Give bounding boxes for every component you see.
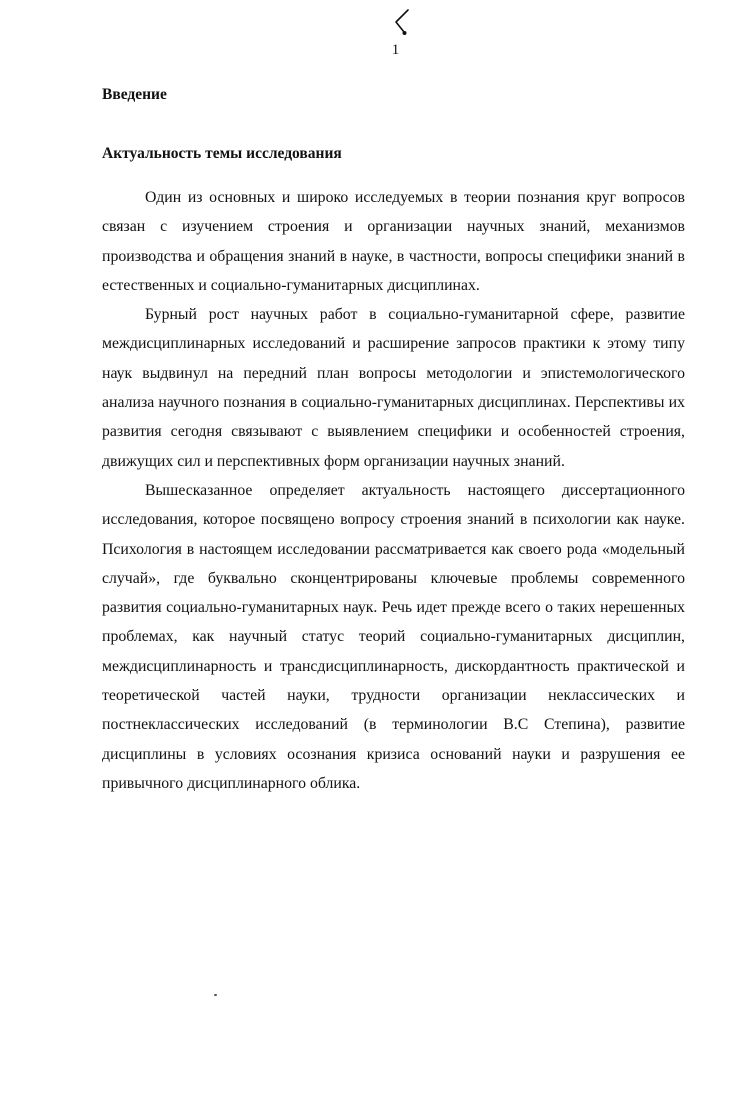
- paragraph-3: Вышесказанное определяет актуальность настоящего диссертационного исследования, которое посвящено вопросу строения знаний в психологии как науке. Психология в настоящем исследовании рассматривается как своего рода «модельный случай», где буквально сконцентрированы ключевые проблемы современного развития социально-гуманитарных наук. Речь идет прежде всего о таких нерешенных проблемах, как научный статус теорий социально-гуманитарных дисциплин, междисциплинарность и трансдисциплинарность, дискордантность практической и теоретической частей науки, трудности организации неклассических и постнеклассических исследований (в терминологии В.С Степина), развитие дисциплины в условиях осознания кризиса оснований науки и разрушения ее привычного дисциплинарного облика.: [102, 481, 685, 792]
- page-number: 1: [391, 42, 400, 58]
- paragraph-1: Один из основных и широко исследуемых в теории познания круг вопросов связан с изучением строения и организации научных знаний, механизмов производства и обращения знаний в науке, в частности, вопросы специфики знаний в естественных и социально-гуманитарных дисциплинах.: [102, 189, 685, 294]
- stray-mark: [214, 994, 217, 996]
- introduction-heading: Введение: [102, 86, 167, 103]
- relevance-heading: Актуальность темы исследования: [102, 145, 342, 162]
- paragraph-2: Бурный рост научных работ в социально-гуманитарной сфере, развитие междисциплинарных исследований и расширение запросов практики к этому типу наук выдвинул на передний план вопросы методологии и эпистемологического анализа научного познания в социально-гуманитарных дисциплинах. Перспективы их развития сегодня связывают с выявлением специфики и особенностей строения, движущих сил и перспективных форм организации научных знаний.: [102, 306, 685, 470]
- body-text: [102, 183, 685, 798]
- handwritten-mark-icon: [390, 8, 414, 38]
